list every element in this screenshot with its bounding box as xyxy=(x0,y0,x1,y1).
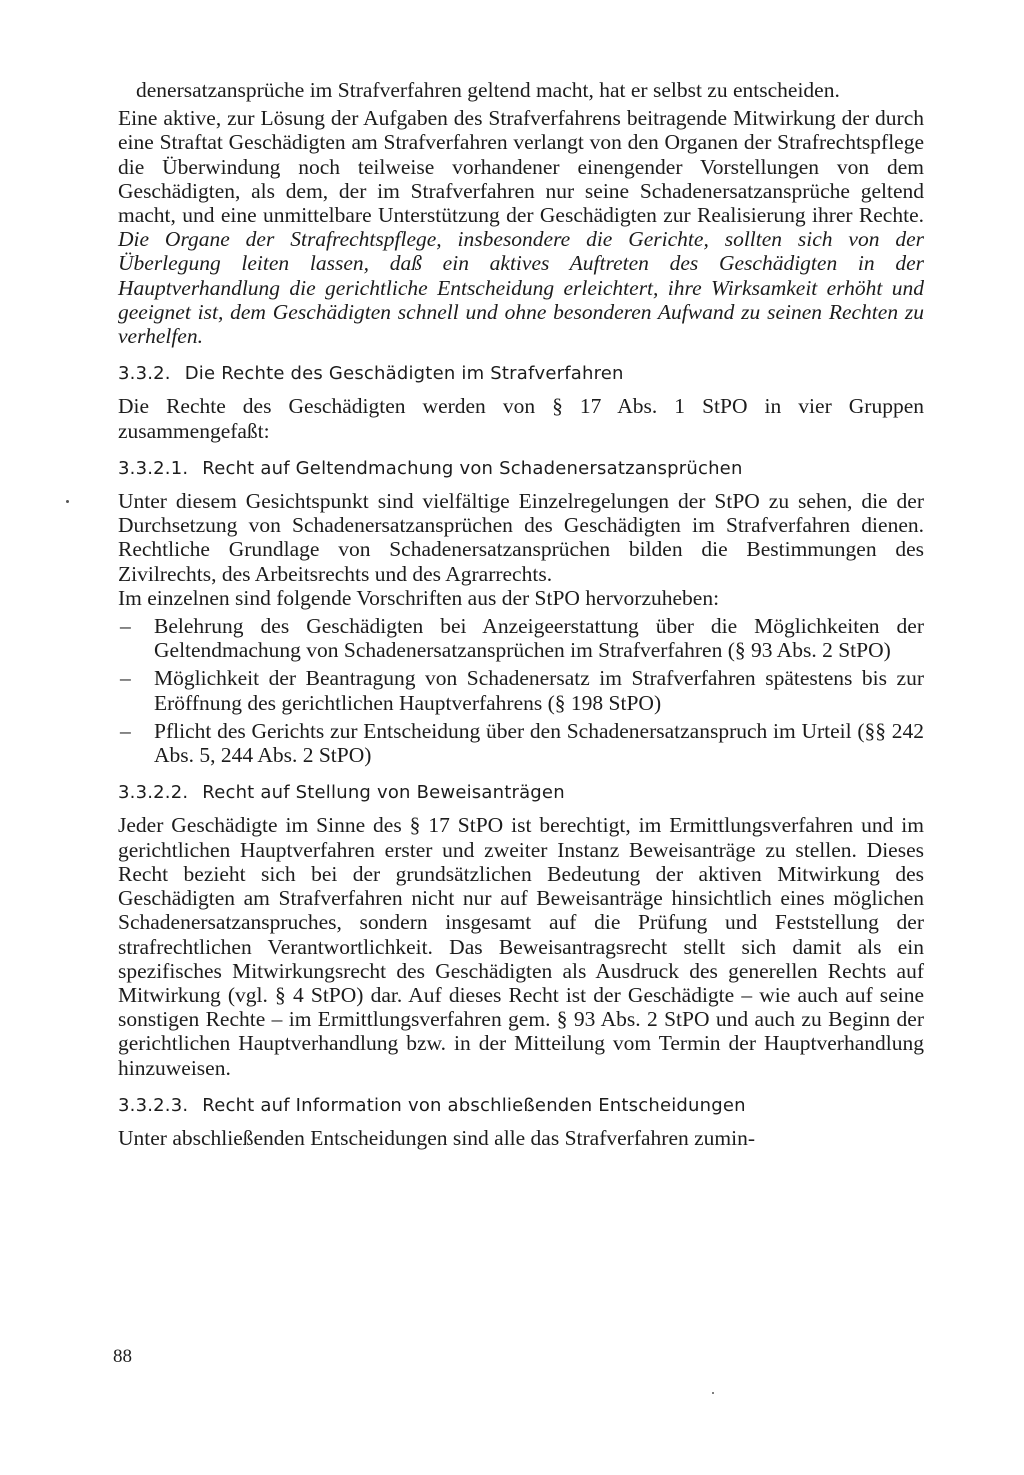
section-text-3-3-2-2: Jeder Geschädigte im Sinne des § 17 StPO ist berechtigt, im Ermittlungsverfahren und im gerichtlichen Hauptverfahren erster und zweiter Instanz Beweisanträge zu stellen. Dieses Recht bezieht sich bei der grundsätzlichen Bedeutung der aktiven Mitwirkung des Geschädigten am Strafverfahren nicht nur auf Beweisanträge hinsichtlich eines möglichen Schadenersatzanspruches, sondern insgesamt auf die Prüfung und Feststellung der strafrechtlichen Verantwortlichkeit. Das Beweisantragsrecht stellt sich damit als ein spezifisches Mitwirkungsrecht des Geschädigten als Ausdruck des generellen Rechts auf Mitwirkung (vgl. § 4 StPO) dar. Auf dieses Recht ist der Geschädigte – wie auch auf seine sonstigen Rechte – im Ermittlungsverfahren gem. § 93 Abs. 2 StPO und auch zu Beginn der gerichtlichen Hauptverhandlung bzw. in der Mitteilung vom Termin der Hauptverhandlung hinzuweisen. xyxy=(118,813,924,1080)
list-intro: Im einzelnen sind folgende Vorschriften aus der StPO hervorzuheben: xyxy=(118,585,720,610)
page-body xyxy=(118,78,924,1150)
list-item-text: Möglichkeit der Beantragung von Schadenersatz im Strafverfahren spätestens bis zur Eröffnung des gerichtlichen Hauptverfahrens (§ 198 StPO) xyxy=(154,666,924,715)
list-item xyxy=(118,719,924,767)
section-number: 3.3.2.1. xyxy=(118,457,189,479)
section-title: Recht auf Information von abschließenden Entscheidungen xyxy=(202,1094,746,1116)
list-item xyxy=(118,614,924,662)
list-item xyxy=(118,666,924,714)
section-number: 3.3.2. xyxy=(118,363,171,385)
section-heading-3-3-2-2 xyxy=(118,781,924,805)
section-heading-3-3-2-1 xyxy=(118,457,924,481)
intro-continuation: denersatzansprüche im Strafverfahren geltend macht, hat er selbst zu entscheiden. xyxy=(136,78,840,102)
dash-bullet: – xyxy=(120,614,131,639)
section-heading-3-3-2 xyxy=(118,362,924,386)
section-title: Recht auf Stellung von Beweisanträgen xyxy=(202,782,565,804)
section-text-3-3-2: Die Rechte des Geschädigten werden von § 17 Abs. 1 StPO in vier Gruppen zusammengefaßt: xyxy=(118,394,924,443)
dash-bullet: – xyxy=(120,666,131,691)
scan-speck xyxy=(712,1392,714,1394)
list-item-text: Pflicht des Gerichts zur Entscheidung über den Schadenersatzanspruch im Urteil (§§ 242 Abs. 5, 244 Abs. 2 StPO) xyxy=(154,718,924,768)
dash-bullet: – xyxy=(120,718,131,743)
scan-speck xyxy=(66,500,69,503)
section-title: Recht auf Geltendmachung von Schadenersatzansprüchen xyxy=(202,457,743,479)
paragraph-active-participation xyxy=(118,106,924,348)
section-text-3-3-2-1: Unter diesem Gesichtspunkt sind vielfältige Einzelregelungen der StPO zu sehen, die der Durchsetzung von Schadenersatzansprüchen des Geschädigten im Strafverfahren dienen. Rechtliche Grundlage von Schadenersatzansprüchen bilden die Bestimmungen des Zivilrechts, des Arbeitsrechts und des Agrarrechts. xyxy=(118,489,924,586)
provisions-list xyxy=(118,614,924,767)
paragraph-normal-text: Eine aktive, zur Lösung der Aufgaben des Strafverfahrens beitragende Mitwirkung der durch eine Straftat Geschädigten am Strafverfahren verlangt von den Organen der Strafrechtspflege die Überwindung noch teilweise vorhandener einengender Vorstellungen von dem Geschädigten, als dem, der im Strafverfahren nur seine Schadenersatzansprüche geltend macht, und eine unmittelbare Unterstützung der Geschädigten zur Realisierung ihrer Rechte. xyxy=(118,106,924,228)
section-title: Die Rechte des Geschädigten im Strafverfahren xyxy=(184,363,624,385)
section-number: 3.3.2.3. xyxy=(118,1094,189,1116)
section-heading-3-3-2-3 xyxy=(118,1094,924,1118)
list-item-text: Belehrung des Geschädigten bei Anzeigeerstattung über die Möglichkeiten der Geltendmachung von Schadenersatzansprüchen im Strafverfahren (§ 93 Abs. 2 StPO) xyxy=(154,614,924,663)
paragraph-italic-text: Die Organe der Strafrechtspflege, insbesondere die Gerichte, sollten sich von der Überlegung leiten lassen, daß ein aktives Auftreten des Geschädigten in der Hauptverhandlung die gerichtliche Entscheidung erleichtert, ihre Wirksamkeit erhöht und geeignet ist, dem Geschädigten schnell und ohne besonderen Aufwand zu seinen Rechten zu verhelfen. xyxy=(118,227,924,349)
section-number: 3.3.2.2. xyxy=(118,782,189,804)
section-text-3-3-2-3: Unter abschließenden Entscheidungen sind alle das Strafverfahren zumin- xyxy=(118,1125,756,1150)
page-number: 88 xyxy=(113,1346,132,1367)
